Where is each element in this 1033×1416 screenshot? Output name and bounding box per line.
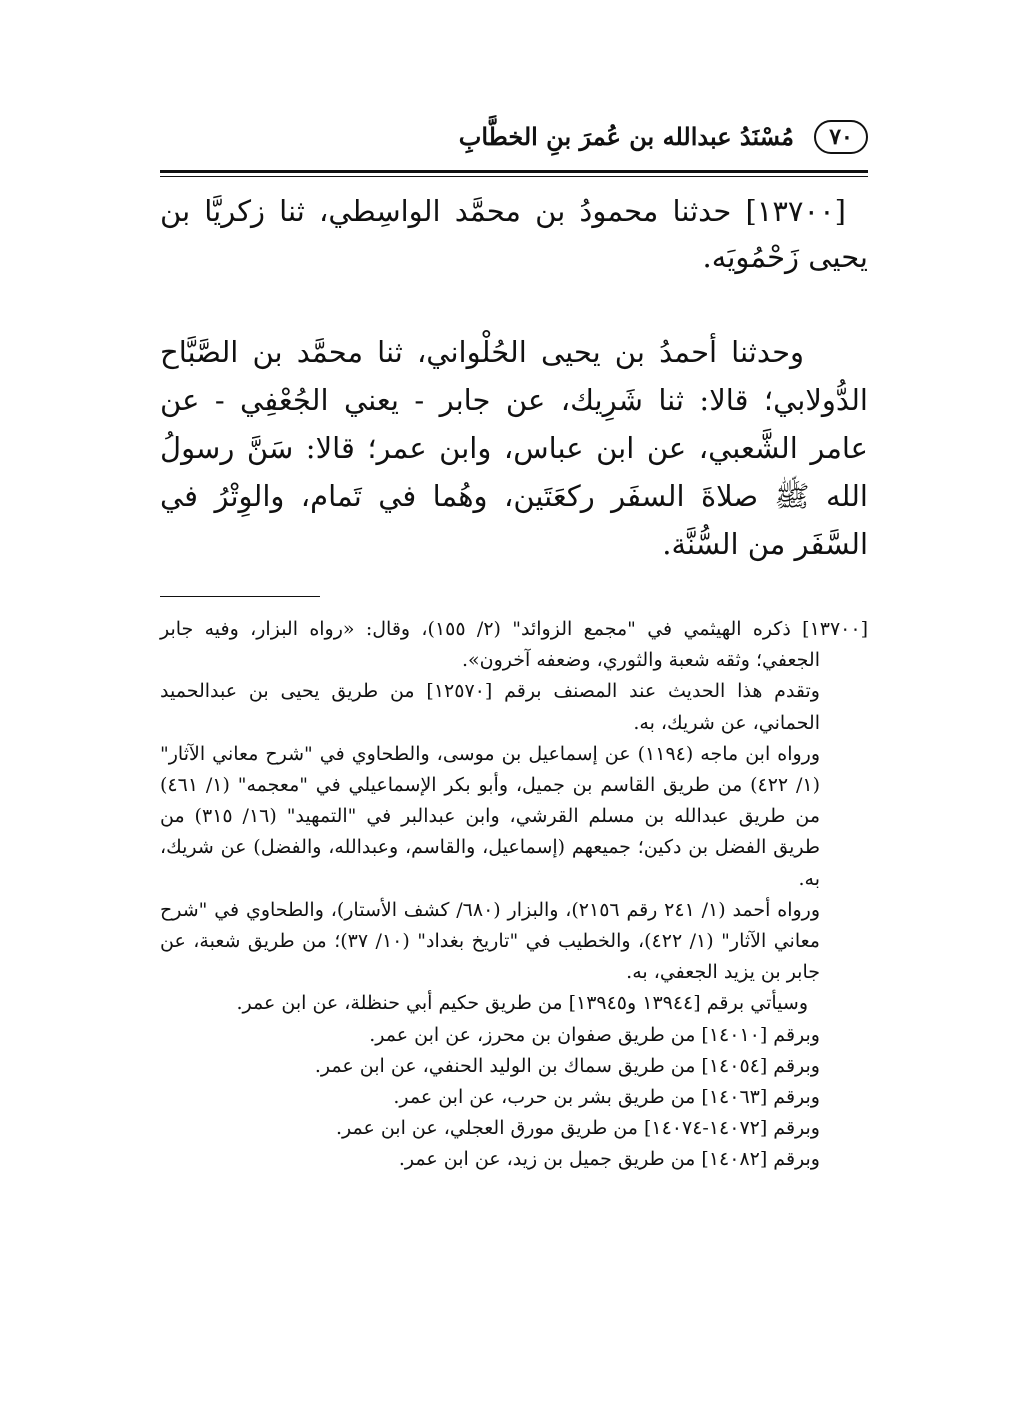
running-title: مُسْنَدُ عبدالله بن عُمرَ بنِ الخطَّابِ — [458, 122, 794, 151]
footnote-paragraph: ورواه ابن ماجه (١١٩٤) عن إسماعيل بن موسى، والطحاوي في "شرح معاني الآثار" (١/ ٤٢٢) من طريق القاسم بن جميل، وأبو بكر الإسماعيلي في "معجمه" (١/ ٤٦١) من طريق عبدالله بن مسلم القرشي، وابن عبدالبر في "التمهيد" (١٦/ ٣١٥) من طريق الفضل بن دكين؛ جميعهم (إسماعيل، والقاسم، وعبدالله، والفضل) عن شريك، به. — [160, 742, 820, 890]
header-rule-thick — [160, 170, 868, 173]
book-page — [160, 0, 868, 1416]
header-rule-thin — [160, 176, 868, 177]
page-header — [160, 118, 868, 164]
footnote-paragraph: ورواه أحمد (١/ ٢٤١ رقم ٢١٥٦)، والبزار (٦٨٠/ كشف الأستار)، والطحاوي في "شرح معاني الآثار" (١/ ٤٢٢)، والخطيب في "تاريخ بغداد" (١٠/ ٣٧)؛ من طريق شعبة، عن جابر بن يزيد الجعفي، به. — [160, 898, 820, 984]
footnotes — [160, 614, 868, 1176]
footnote-paragraph: وبرقم [١٤٠٧٢-١٤٠٧٤] من طريق مورق العجلي، عن ابن عمر. — [335, 1117, 820, 1140]
footnote-paragraph: وبرقم [١٤٠٨٢] من طريق جميل بن زيد، عن ابن عمر. — [398, 1148, 820, 1171]
footnote-separator — [160, 596, 320, 597]
page-number: ٧٠ — [814, 120, 868, 154]
footnote-paragraph: وبرقم [١٤٠١٠] من طريق صفوان بن محرز، عن ابن عمر. — [369, 1023, 820, 1046]
footnote-paragraph: وسيأتي برقم [١٣٩٤٤ و١٣٩٤٥] من طريق حكيم أبي حنظلة، عن ابن عمر. — [236, 992, 808, 1015]
hadith-paragraph-1: [١٣٧٠٠] حدثنا محمودُ بن محمَّد الواسِطي، ثنا زكريَّا بن يحيى زَحْمُويَه. — [160, 194, 868, 274]
footnote-paragraph: [١٣٧٠٠] ذكره الهيثمي في "مجمع الزوائد" (٢/ ١٥٥)، وقال: «رواه البزار، وفيه جابر الجعفي؛ وثقه شعبة والثوري، وضعفه آخرون». — [160, 618, 869, 672]
footnote-paragraph: وبرقم [١٤٠٦٣] من طريق بشر بن حرب، عن ابن عمر. — [393, 1086, 820, 1109]
hadith-paragraph-2: وحدثنا أحمدُ بن يحيى الحُلْواني، ثنا محمَّد بن الصَّبَّاح الدُّولابي؛ قالا: ثنا شَرِيك، عن جابر - يعني الجُعْفِي - عن عامر الشَّعبي، عن ابن عباس، وابن عمر؛ قالا: سَنَّ رسولُ الله ﷺ صلاةَ السفَر ركعَتَين، وهُما في تَمام، والوِتْرُ في السَّفَر من السُّنَّة. — [160, 335, 868, 561]
main-text — [160, 188, 868, 568]
footnote-paragraph: وتقدم هذا الحديث عند المصنف برقم [١٢٥٧٠] من طريق يحيى بن عبدالحميد الحماني، عن شريك، به. — [160, 680, 820, 734]
footnote-paragraph: وبرقم [١٤٠٥٤] من طريق سماك بن الوليد الحنفي، عن ابن عمر. — [314, 1054, 820, 1077]
